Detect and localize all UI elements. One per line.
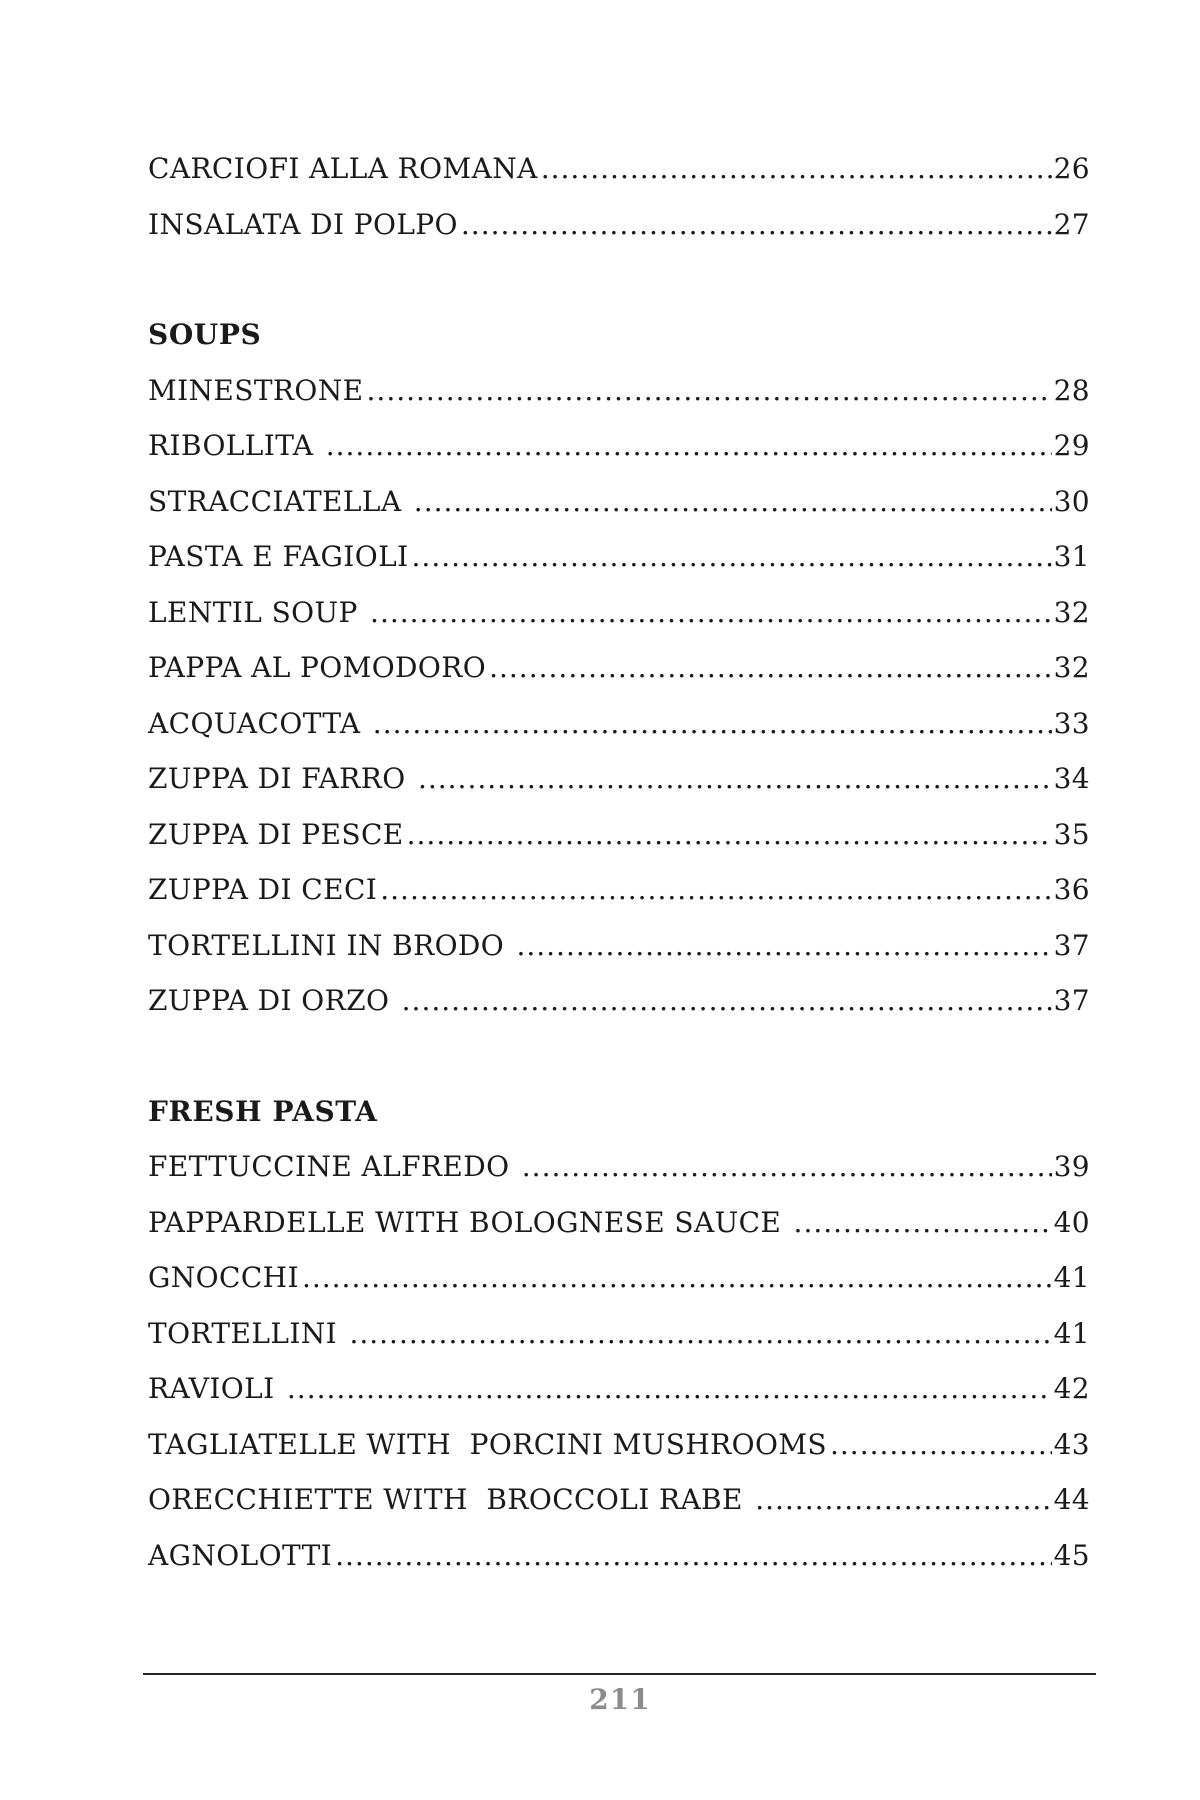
toc-entry: [148, 374, 1090, 430]
section-heading-fresh-pasta: FRESH PASTA: [148, 1094, 378, 1128]
toc-entry: [148, 762, 1090, 818]
toc-entry-title: ZUPPA DI ORZO: [148, 984, 399, 1017]
toc-entry-page: 43: [1053, 1427, 1090, 1461]
toc-entry-page: 37: [1053, 984, 1090, 1017]
dot-leader: [373, 707, 1052, 740]
toc-entry: [148, 1150, 1090, 1206]
toc-entry-title: GNOCCHI: [148, 1261, 299, 1294]
toc-entry-title: TORTELLINI: [148, 1316, 347, 1350]
toc-entry-page: 32: [1053, 651, 1090, 684]
toc-entry-title: PAPPA AL POMODORO: [148, 651, 487, 684]
toc-entry-title: ZUPPA DI FARRO: [148, 762, 415, 795]
dot-leader: [349, 1317, 1051, 1350]
toc-entry: [148, 1539, 1090, 1595]
toc-entry-page: 26: [1053, 152, 1090, 185]
dot-leader: [489, 651, 1051, 684]
toc-entry: [148, 1428, 1090, 1484]
toc-entry-title: PASTA E FAGIOLI: [148, 540, 409, 573]
footer-divider: [143, 1673, 1096, 1675]
page-number: 211: [589, 1683, 651, 1716]
toc-entry: [148, 152, 1090, 208]
toc-entry-page: 45: [1053, 1538, 1090, 1572]
table-of-contents: [148, 152, 1090, 1594]
toc-entry-page: 37: [1053, 928, 1090, 962]
toc-entry-title: ACQUACOTTA: [148, 706, 370, 740]
toc-entry-title: ZUPPA DI PESCE: [148, 817, 404, 851]
dot-leader: [380, 873, 1051, 906]
toc-entry: [148, 429, 1090, 485]
dot-leader: [830, 1428, 1052, 1461]
toc-entry-page: 28: [1053, 373, 1090, 407]
toc-entry-page: 35: [1053, 817, 1090, 851]
toc-entry-title: TORTELLINI IN BRODO: [148, 928, 514, 962]
toc-entry-page: 32: [1053, 595, 1090, 629]
toc-entry: [148, 984, 1090, 1040]
dot-leader: [412, 540, 1052, 573]
toc-entry-page: 29: [1053, 429, 1090, 462]
section-spacer: [148, 263, 1090, 318]
dot-leader: [370, 596, 1052, 629]
toc-entry: [148, 208, 1090, 264]
dot-leader: [522, 1150, 1052, 1183]
toc-entry: [148, 485, 1090, 541]
toc-entry-title: TAGLIATELLE WITH PORCINI MUSHROOMS: [148, 1427, 827, 1461]
toc-entry-page: 40: [1053, 1205, 1090, 1239]
toc-entry-title: ZUPPA DI CECI: [148, 873, 378, 906]
toc-entry-page: 39: [1053, 1150, 1090, 1183]
toc-entry: [148, 1206, 1090, 1262]
dot-leader: [326, 429, 1052, 462]
toc-entry: [148, 651, 1090, 707]
toc-entry: [148, 1483, 1090, 1539]
dot-leader: [516, 929, 1051, 962]
dot-leader: [407, 818, 1052, 851]
toc-entry: [148, 1261, 1090, 1317]
dot-leader: [794, 1206, 1052, 1239]
toc-entry-title: MINESTRONE: [148, 373, 364, 407]
toc-entry-page: 34: [1053, 762, 1090, 795]
dot-leader: [541, 152, 1052, 185]
toc-entry-page: 30: [1053, 484, 1090, 518]
toc-entry-title: FETTUCCINE ALFREDO: [148, 1150, 519, 1183]
toc-entry: [148, 596, 1090, 652]
section-soups: [148, 318, 1090, 1040]
dot-leader: [755, 1483, 1051, 1516]
dot-leader: [402, 984, 1052, 1017]
dot-leader: [287, 1372, 1052, 1405]
toc-entry: [148, 818, 1090, 874]
dot-leader: [418, 762, 1052, 795]
toc-entry: [148, 1317, 1090, 1373]
toc-entry-title: PAPPARDELLE WITH BOLOGNESE SAUCE: [148, 1205, 791, 1239]
toc-entry: [148, 540, 1090, 596]
dot-leader: [461, 208, 1052, 241]
toc-entry: [148, 929, 1090, 985]
toc-entry-title: STRACCIATELLA: [148, 484, 411, 518]
toc-entry: [148, 873, 1090, 929]
toc-entry-title: RIBOLLITA: [148, 429, 323, 462]
intro-entries: [148, 152, 1090, 263]
toc-entry-page: 41: [1053, 1261, 1090, 1294]
toc-entry: [148, 707, 1090, 763]
section-heading-soups: SOUPS: [148, 318, 262, 351]
dot-leader: [414, 485, 1052, 518]
toc-entry-title: ORECCHIETTE WITH BROCCOLI RABE: [148, 1483, 753, 1516]
toc-entry-title: AGNOLOTTI: [148, 1538, 333, 1572]
toc-entry-page: 27: [1053, 207, 1090, 241]
dot-leader: [302, 1261, 1052, 1294]
toc-entry-page: 42: [1053, 1372, 1090, 1405]
toc-entry-title: RAVIOLI: [148, 1372, 284, 1405]
toc-entry-page: 33: [1053, 706, 1090, 740]
toc-entry-title: INSALATA DI POLPO: [148, 207, 458, 241]
toc-entry-title: CARCIOFI ALLA ROMANA: [148, 152, 538, 185]
toc-entry-page: 31: [1053, 540, 1090, 573]
section-fresh-pasta: [148, 1095, 1090, 1595]
dot-leader: [367, 374, 1052, 407]
toc-entry-page: 41: [1053, 1316, 1090, 1350]
toc-entry: [148, 1372, 1090, 1428]
toc-entry-page: 44: [1053, 1483, 1090, 1516]
dot-leader: [335, 1539, 1051, 1572]
toc-entry-title: LENTIL SOUP: [148, 595, 368, 629]
section-spacer: [148, 1040, 1090, 1095]
toc-entry-page: 36: [1053, 873, 1090, 906]
